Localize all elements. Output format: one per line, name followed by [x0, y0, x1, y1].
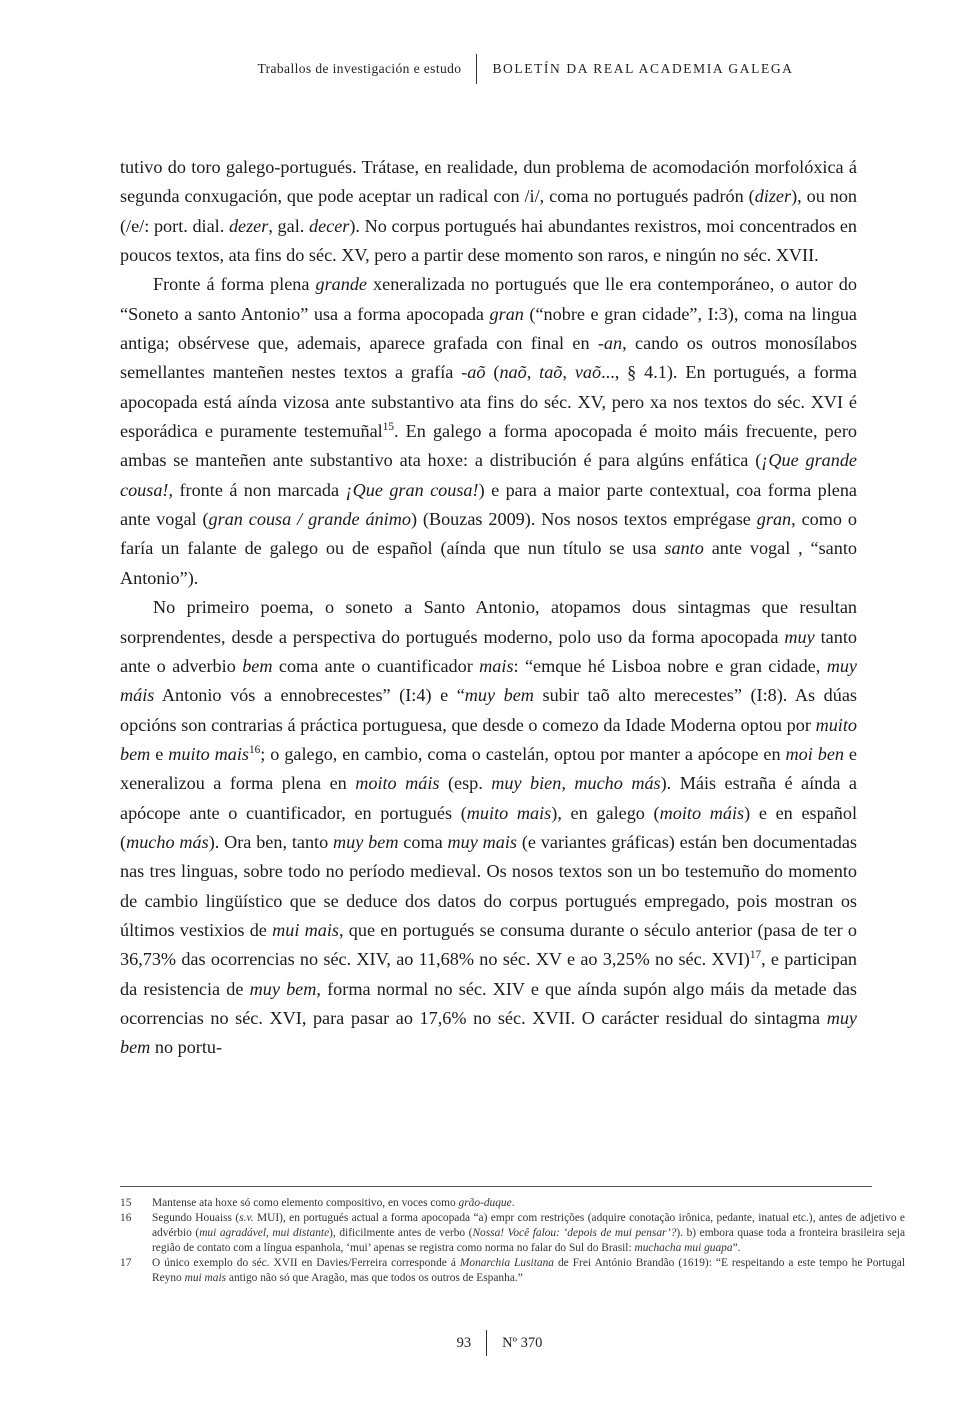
footnote-text: Segundo Houaiss (s.v. MUI), en portugués actual a forma apocopada “a) empr com restrições (adquire conotação irônica, pedante, inatual etc.), antes de adjetivo e advérbio (mui agradável, mui distante), dificilmente antes de verbo (Nossa! Você falou: ‘depois de mui pensar’?). b) embora quase toda a fronteira brasileira seja região de contato com a língua espanhola, ‘mui’ apenas se registra como norma no falar do Sul do Brasil: muchacha mui guapa”.: [152, 1212, 905, 1254]
footnote-15: [120, 1196, 905, 1211]
body-paragraph-2: Fronte á forma plena grande xeneralizada no portugués que lle era contemporáneo, o autor do “Soneto a santo Antonio” usa a forma apocopada gran (“nobre e gran cidade”, I:3), coma na lingua antiga; obsérvese que, ademais, aparece grafada con final en -an, cando os outros monosílabos semellantes manteñen nestes textos a grafía -aõ (naõ, taõ, vaõ..., § 4.1). En portugués, a forma apocopada está aínda vizosa ante substantivo ata fins do séc. XV, pero xa nos textos do séc. XVI é esporádica e puramente testemuñal$^{15}$. En galego a forma apocopada é moito máis frecuente, pero ambas se manteñen ante substantivo ata hoxe: a distribución é para algúns enfática (¡Que grande cousa!, fronte á non marcada ¡Que gran cousa!) e para a maior parte contextual, coa forma plena ante vogal (gran cousa / grande ánimo) (Bouzas 2009). Nos nosos textos emprégase gran, como o faría un falante de galego ou de español (aínda que nun título se usa santo ante vogal , “santo Antonio”).: [120, 274, 857, 588]
page-footer: [12, 1330, 975, 1356]
running-head: [38, 54, 975, 84]
footnote-number: 16: [120, 1212, 132, 1224]
footer-divider: [486, 1330, 487, 1356]
footnote-marker: 15: [382, 421, 394, 434]
journal-title: BOLETÍN DA REAL ACADEMIA GALEGA: [492, 61, 794, 76]
section-title: Traballos de investigación e estudo: [257, 61, 462, 76]
body-paragraph-1: tutivo do toro galego-portugués. Trátase, en realidade, dun problema de acomodación morfolóxica á segunda conxugación, que pode aceptar un radical con /i/, coma no portugués padrón (dizer), ou non (/e/: port. dial. dezer, gal. decer). No corpus portugués hai abundantes rexistros, moi concentrados en poucos textos, ata fins do séc. XV, pero a partir dese momento son raros, e ningún no séc. XVII.: [120, 157, 857, 266]
footnote-rule: [120, 1186, 872, 1187]
footnote-16: [120, 1211, 905, 1256]
page-number: 93: [456, 1334, 472, 1351]
footnote-number: 15: [120, 1197, 132, 1209]
footnote-number: 17: [120, 1257, 132, 1269]
footnote-marker: 17: [749, 949, 762, 962]
footnote-text: Mantense ata hoxe só como elemento compositivo, en voces como grão-duque.: [152, 1197, 515, 1209]
footnote-text: O único exemplo do séc. XVII en Davies/Ferreira corresponde á Monarchia Lusitana de Frei António Brandão (1619): “E respeitando a este tempo he Portugal Reyno mui mais antigo não só que Aragão, mas que todos os outros de Espanha.”: [152, 1257, 905, 1284]
footnotes-block: [120, 1196, 905, 1286]
header-divider: [476, 54, 477, 84]
issue-number: Nº 370: [502, 1334, 543, 1351]
footnote-17: [120, 1256, 905, 1286]
article-body: [120, 153, 857, 1063]
body-paragraph-3: No primeiro poema, o soneto a Santo Antonio, atopamos dous sintagmas que resultan sorprendentes, desde a perspectiva do portugués moderno, polo uso da forma apocopada muy tanto ante o adverbio bem coma ante o cuantificador mais: “emque hé Lisboa nobre e gran cidade, muy máis Antonio vós a ennobrecestes” (I:4) e “muy bem subir taõ alto merecestes” (I:8). As dúas opcións son contrarias á práctica portuguesa, que desde o comezo da Idade Moderna optou por muito bem e muito mais$^{16}$; o galego, en cambio, coma o castelán, optou por manter a apócope en moi ben e xeneralizou a forma plena en moito máis (esp. muy bien, mucho más). Máis estraña é aínda a apócope ante o cuantificador, en portugués (muito mais), en galego (moito máis) e en español (mucho más). Ora ben, tanto muy bem coma muy mais (e variantes gráficas) están ben documentadas nas tres linguas, sobre todo no período medieval. Os nosos textos son un bo testemuño do momento de cambio lingüístico que se deduce dos datos do corpus portugués empregado, pois mostran os últimos vestixios de mui mais, que en portugués se consuma durante o século anterior (pasa de ter o 36,73% das ocorrencias no séc. XIV, ao 11,68% no séc. XV e ao 3,25% no séc. XVI)$^{17}$, e participan da resistencia de muy bem, forma normal no séc. XIV e que aínda supón algo máis da metade das ocorrencias no séc. XVI, para pasar ao 17,6% no séc. XVII. O carácter residual do sintagma muy bem no portu-: [120, 597, 857, 1058]
footnote-marker: 16: [249, 743, 261, 756]
